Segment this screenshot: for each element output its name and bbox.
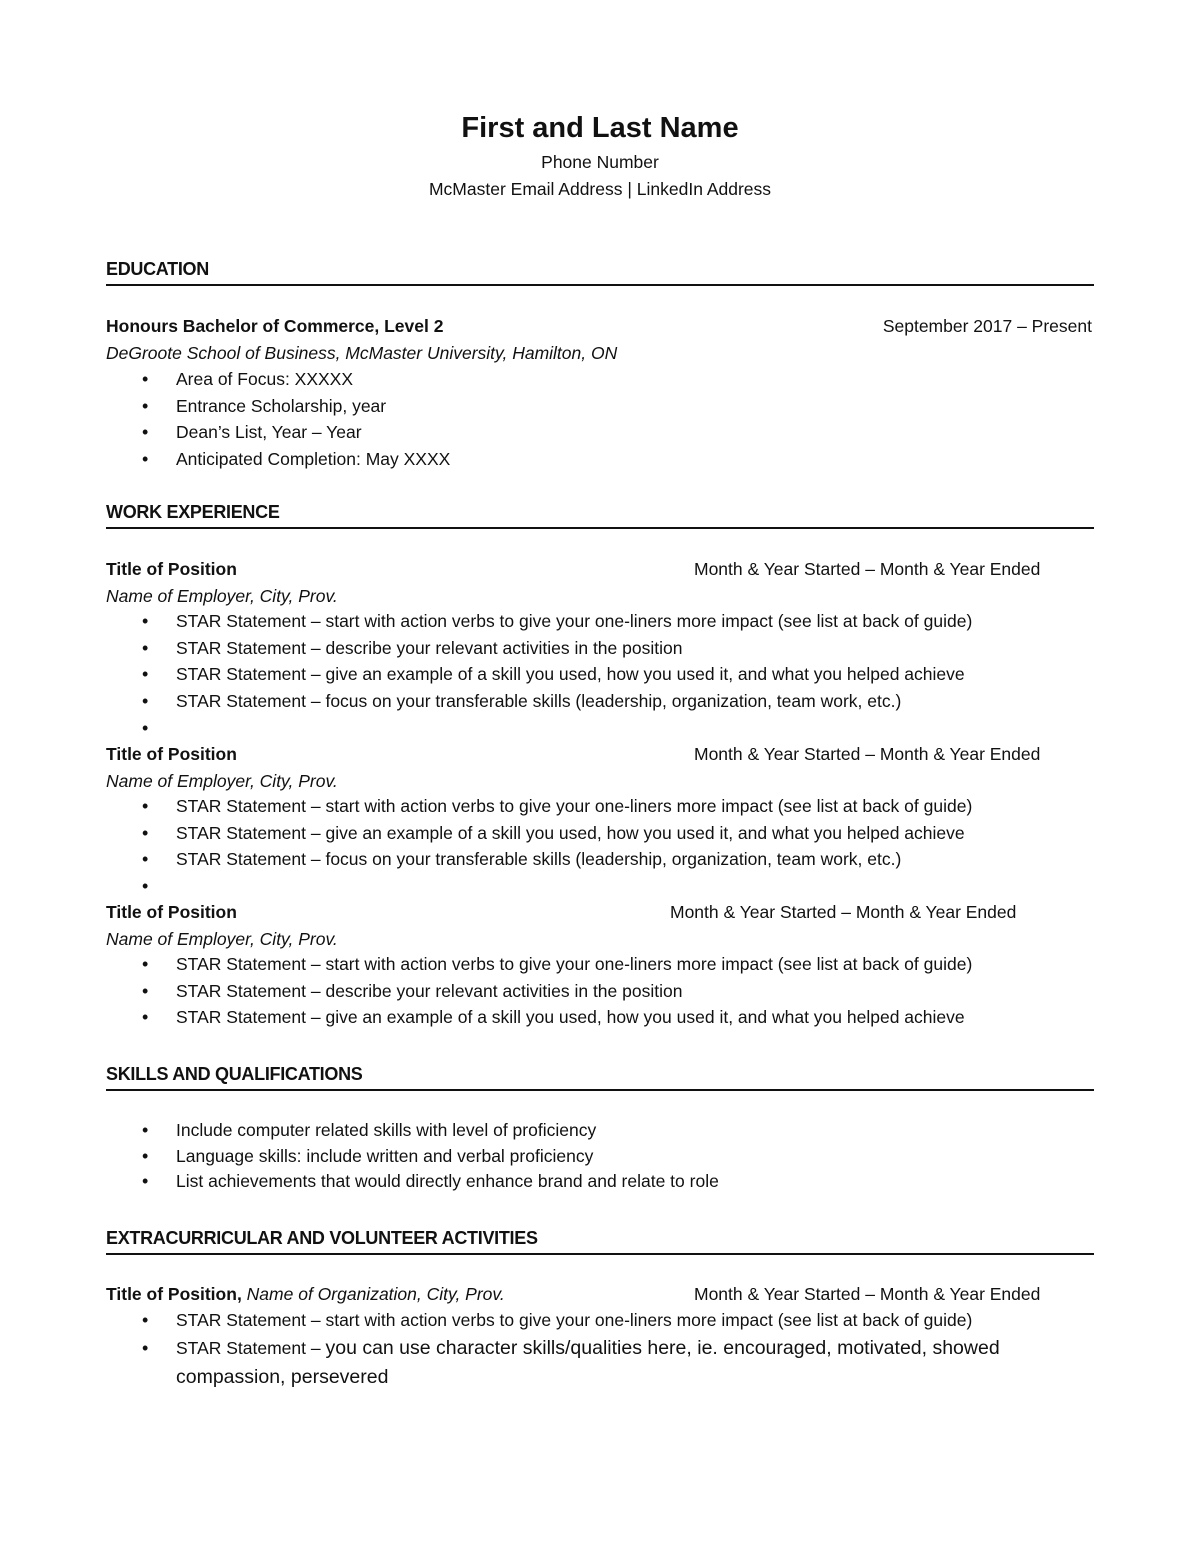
activity-row xyxy=(106,1281,1094,1307)
list-item: • STAR Statement – give an example of a skill you used, how you used it, and what you helped achieve xyxy=(106,661,1094,688)
job-dates: Month & Year Started – Month & Year Ended xyxy=(694,744,1041,764)
bullet-rest: you can use character skills/qualities here, ie. encouraged, motivated, showed compassion, persevered xyxy=(176,1336,1000,1388)
contact-line: McMaster Email Address | LinkedIn Address xyxy=(428,179,772,199)
degree-row xyxy=(106,313,1094,339)
education-bullets xyxy=(106,366,1094,473)
activity-separator: , xyxy=(236,1284,247,1304)
list-item: • STAR Statement – start with action verbs to give your one-liners more impact (see list at back of guide) xyxy=(106,608,1094,635)
list-item: • STAR Statement – describe your relevant activities in the position xyxy=(106,978,1094,1005)
job-dates: Month & Year Started – Month & Year Ended xyxy=(694,559,1041,579)
section-title-extracurricular: EXTRACURRICULAR AND VOLUNTEER ACTIVITIES xyxy=(106,1226,1094,1255)
job-bullets xyxy=(106,793,1094,897)
employer-name: Name of Employer, City, Prov. xyxy=(106,586,338,606)
employer-name: Name of Employer, City, Prov. xyxy=(106,929,338,949)
list-item: • STAR Statement – start with action verbs to give your one-liners more impact (see list at back of guide) xyxy=(106,1307,1094,1334)
organization-name: Name of Organization, City, Prov. xyxy=(246,1284,505,1304)
job-row xyxy=(106,899,1094,925)
list-item: • STAR Statement – give an example of a skill you used, how you used it, and what you helped achieve xyxy=(106,820,1094,847)
job-row xyxy=(106,741,1094,767)
list-item: • Dean’s List, Year – Year xyxy=(106,419,1094,446)
phone-number: Phone Number xyxy=(541,152,659,172)
job-row xyxy=(106,556,1094,582)
list-item: • STAR Statement – describe your relevant activities in the position xyxy=(106,635,1094,662)
list-item: • STAR Statement – start with action verbs to give your one-liners more impact (see list at back of guide) xyxy=(106,793,1094,820)
list-item: • List achievements that would directly enhance brand and relate to role xyxy=(106,1169,1094,1195)
job-title: Title of Position xyxy=(106,744,237,764)
education-dates: September 2017 – Present xyxy=(882,316,1092,336)
activity-bullets xyxy=(106,1307,1094,1392)
skills-bullets xyxy=(106,1118,1094,1195)
list-item xyxy=(106,715,1094,739)
list-item: • Area of Focus: XXXXX xyxy=(106,366,1094,393)
list-item: • STAR Statement – focus on your transferable skills (leadership, organization, team work, etc.) xyxy=(106,688,1094,715)
section-title-work: WORK EXPERIENCE xyxy=(106,500,1094,529)
employer-name: Name of Employer, City, Prov. xyxy=(106,771,338,791)
job-bullets xyxy=(106,608,1094,739)
list-item: • STAR Statement – focus on your transferable skills (leadership, organization, team work, etc.) xyxy=(106,846,1094,873)
list-item: • STAR Statement – give an example of a skill you used, how you used it, and what you helped achieve xyxy=(106,1004,1094,1031)
candidate-name: First and Last Name xyxy=(461,112,739,144)
list-item: • Include computer related skills with level of proficiency xyxy=(106,1118,1094,1144)
job-title: Title of Position xyxy=(106,559,237,579)
activity-dates: Month & Year Started – Month & Year Ended xyxy=(694,1284,1041,1304)
activity-title: Title of Position xyxy=(106,1284,237,1304)
bullet-prefix: STAR Statement – xyxy=(176,1337,326,1358)
list-item xyxy=(106,873,1094,897)
degree-title: Honours Bachelor of Commerce, Level 2 xyxy=(106,316,444,336)
list-item: • Anticipated Completion: May XXXX xyxy=(106,446,1094,473)
list-item: • STAR Statement – start with action verbs to give your one-liners more impact (see list at back of guide) xyxy=(106,951,1094,978)
list-item xyxy=(106,1334,1094,1392)
list-item: • Entrance Scholarship, year xyxy=(106,393,1094,420)
job-bullets xyxy=(106,951,1094,1031)
section-title-skills: SKILLS AND QUALIFICATIONS xyxy=(106,1062,1094,1091)
section-title-education: EDUCATION xyxy=(106,257,1094,286)
job-title: Title of Position xyxy=(106,902,237,922)
job-dates: Month & Year Started – Month & Year Ended xyxy=(670,902,1017,922)
school-name: DeGroote School of Business, McMaster University, Hamilton, ON xyxy=(106,343,618,363)
list-item: • Language skills: include written and verbal proficiency xyxy=(106,1144,1094,1170)
